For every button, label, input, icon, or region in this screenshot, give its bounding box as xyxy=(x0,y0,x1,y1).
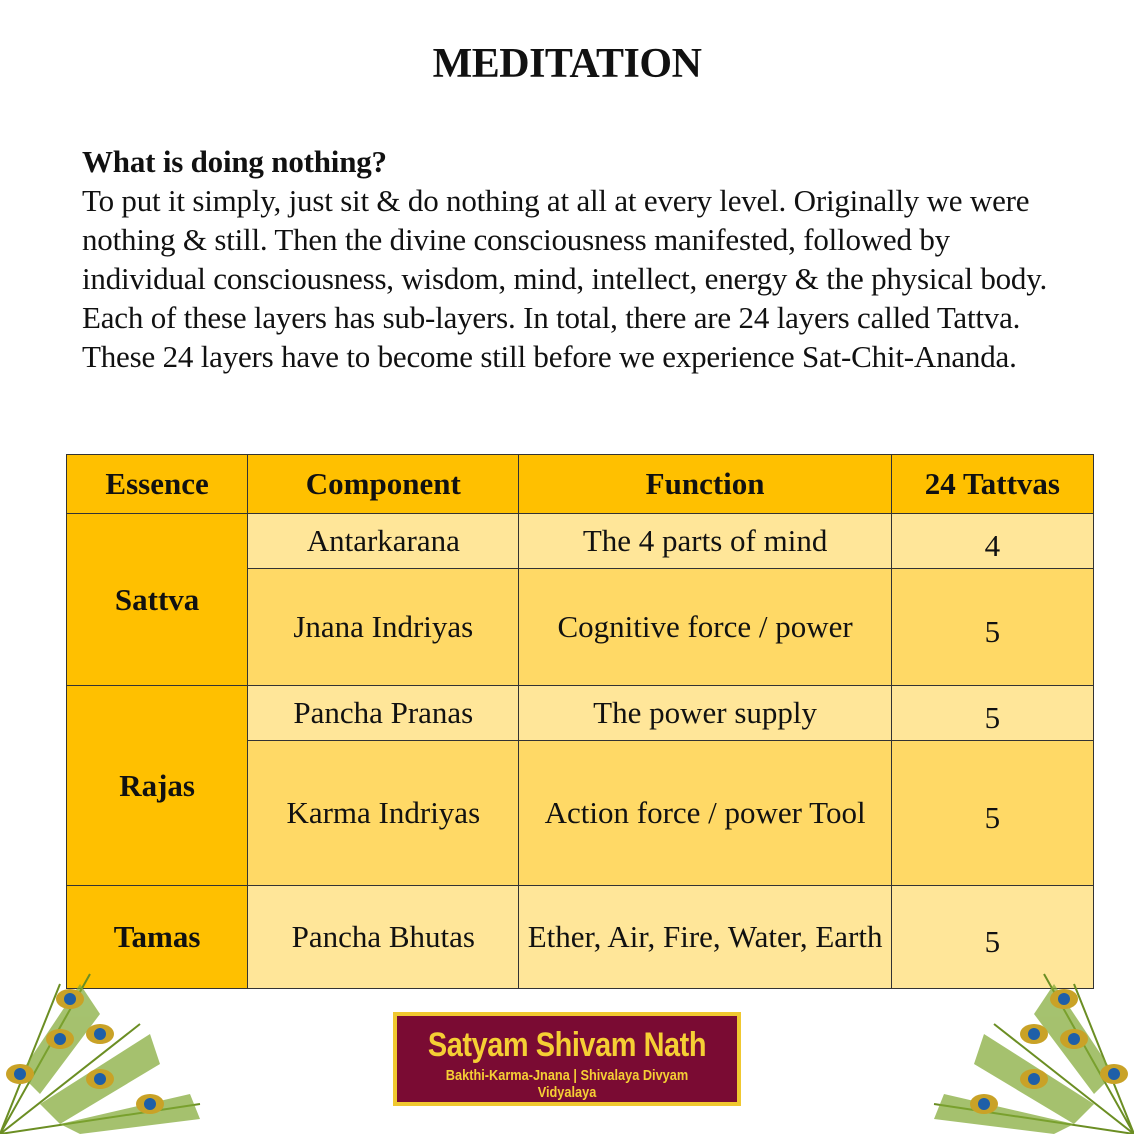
table-row xyxy=(67,686,1094,741)
intro-body: To put it simply, just sit & do nothing at all at every level. Originally we were nothing & still. Then the divine consciousness manifested, followed by individual consciousness, wisdom, mind, intellect, energy & the physical body. Each of these layers has sub-layers. In total, there are 24 layers called Tattva. These 24 layers have to become still before we experience Sat-Chit-Ananda. xyxy=(82,183,1048,374)
table-row xyxy=(67,514,1094,569)
brand-tagline: Bakthi-Karma-Jnana | Shivalaya Divyam Vidyalaya xyxy=(445,1067,689,1101)
intro-question: What is doing nothing? xyxy=(82,144,387,179)
essence-cell: Sattva xyxy=(67,514,248,686)
component-cell: Jnana Indriyas xyxy=(248,569,519,686)
component-cell: Pancha Pranas xyxy=(248,686,519,741)
tattvas-cell: 4 xyxy=(891,514,1093,569)
essence-cell: Rajas xyxy=(67,686,248,886)
header-component: Component xyxy=(248,455,519,514)
tattvas-cell: 5 xyxy=(891,741,1093,886)
component-cell: Antarkarana xyxy=(248,514,519,569)
header-tattvas: 24 Tattvas xyxy=(891,455,1093,514)
header-essence: Essence xyxy=(67,455,248,514)
essence-cell: Tamas xyxy=(67,886,248,989)
component-cell: Pancha Bhutas xyxy=(248,886,519,989)
header-function: Function xyxy=(519,455,891,514)
tattvas-cell: 5 xyxy=(891,686,1093,741)
brand-logo xyxy=(393,1012,741,1106)
table-header-row xyxy=(67,455,1094,514)
function-cell: The power supply xyxy=(519,686,891,741)
function-cell: The 4 parts of mind xyxy=(519,514,891,569)
tattvas-cell: 5 xyxy=(891,886,1093,989)
component-cell: Karma Indriyas xyxy=(248,741,519,886)
peacock-feather-icon xyxy=(0,954,220,1134)
function-cell: Action force / power Tool xyxy=(519,741,891,886)
tattva-table xyxy=(66,454,1094,989)
function-cell: Ether, Air, Fire, Water, Earth xyxy=(519,886,891,989)
tattvas-cell: 5 xyxy=(891,569,1093,686)
function-cell: Cognitive force / power xyxy=(519,569,891,686)
intro-section xyxy=(82,142,1072,376)
peacock-feather-icon xyxy=(914,954,1134,1134)
page-title: MEDITATION xyxy=(432,41,702,87)
brand-name: Satyam Shivam Nath xyxy=(427,1026,707,1064)
